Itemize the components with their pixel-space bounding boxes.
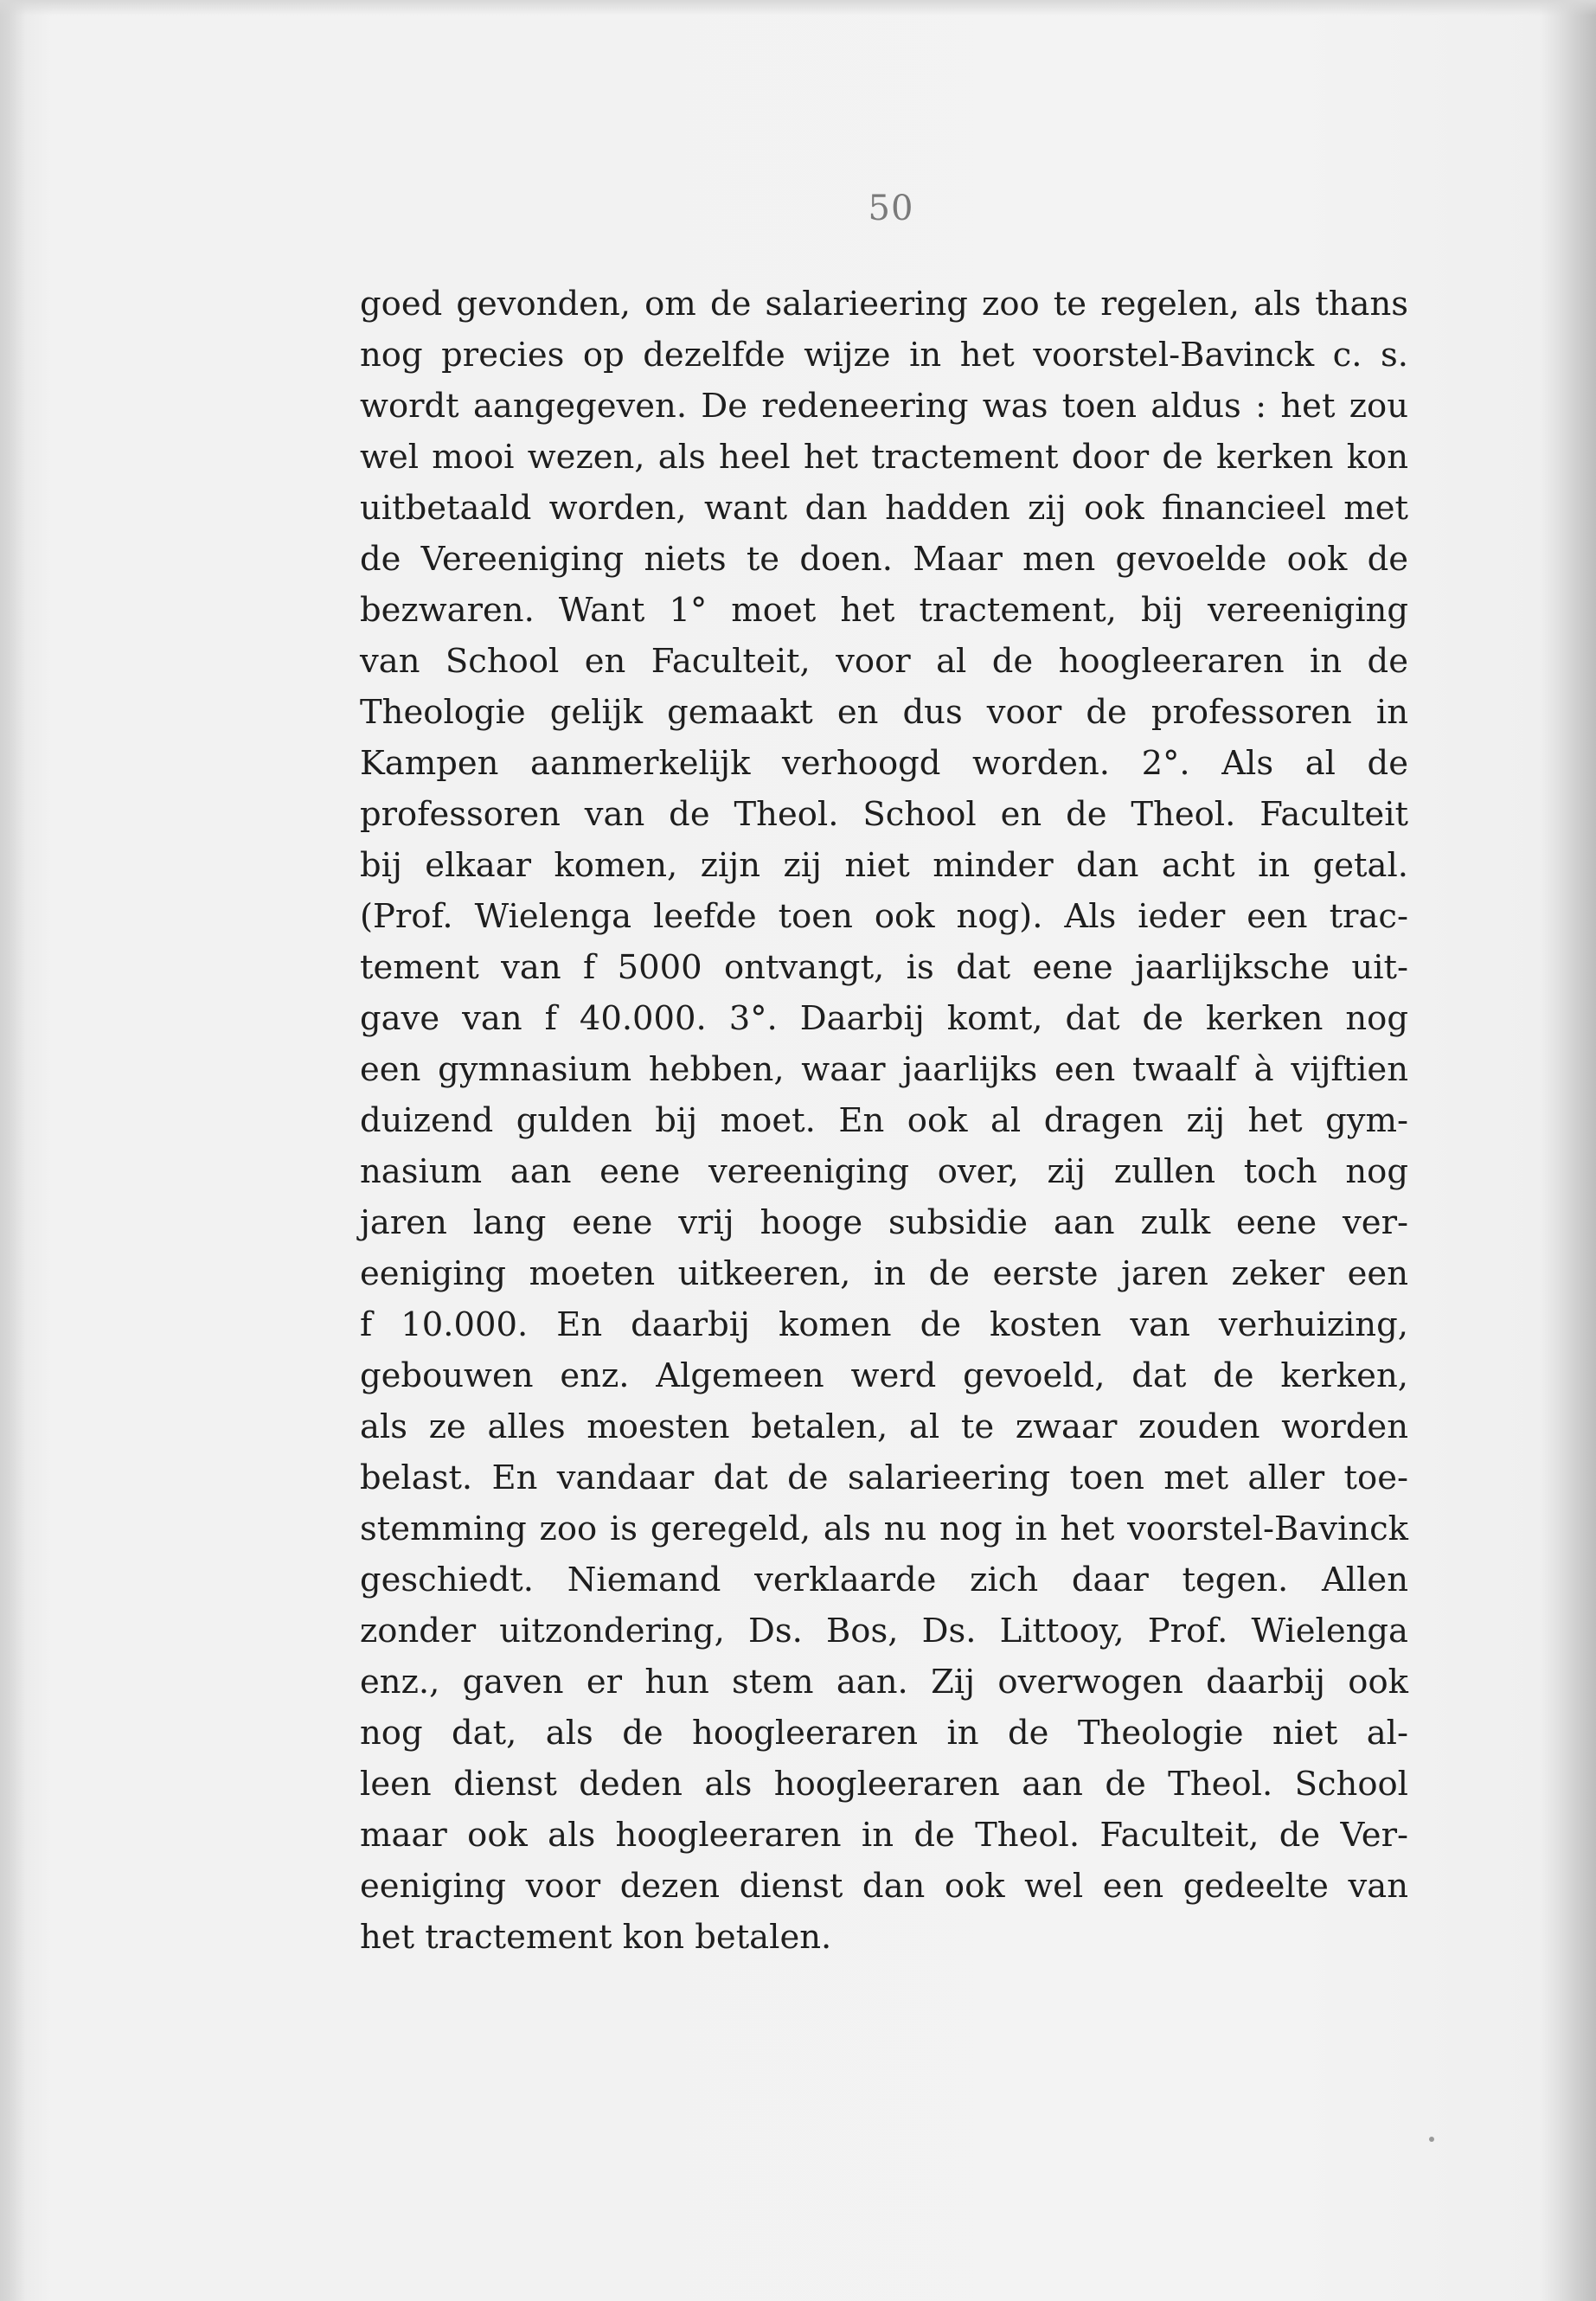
text-line: leen dienst deden als hoogleeraren aan de Theol. School (360, 1765, 1408, 1804)
text-line: zonder uitzondering, Ds. Bos, Ds. Littooy, Prof. Wielenga (360, 1612, 1408, 1650)
text-line: van School en Faculteit, voor al de hoogleeraren in de (360, 642, 1408, 681)
text-line: duizend gulden bij moet. En ook al dragen zij het gym- (360, 1101, 1408, 1140)
text-line: bij elkaar komen, zijn zij niet minder dan acht in getal. (360, 846, 1408, 885)
top-edge-shadow (0, 0, 1596, 16)
text-line: de Vereeniging niets te doen. Maar men gevoelde ook de (360, 540, 1408, 579)
text-line: nog dat, als de hoogleeraren in de Theologie niet al- (360, 1714, 1408, 1753)
text-line: professoren van de Theol. School en de Theol. Faculteit (360, 795, 1408, 834)
text-line: jaren lang eene vrij hooge subsidie aan zulk eene ver- (360, 1203, 1408, 1242)
text-line: eeniging voor dezen dienst dan ook wel een gedeelte van (360, 1867, 1408, 1906)
binding-shadow (0, 0, 26, 2301)
text-line-last: het tractement kon betalen. (360, 1918, 832, 1957)
text-line: nasium aan eene vereeniging over, zij zullen toch nog (360, 1152, 1408, 1191)
text-line: enz., gaven er hun stem aan. Zij overwogen daarbij ook (360, 1663, 1408, 1702)
text-line: een gymnasium hebben, waar jaarlijks een twaalf à vijftien (360, 1050, 1408, 1089)
text-line: belast. En vandaar dat de salarieering toen met aller toe- (360, 1458, 1408, 1497)
page-number: 50 (868, 189, 914, 228)
text-line: bezwaren. Want 1° moet het tractement, bij vereeniging (360, 591, 1408, 630)
text-line: gebouwen enz. Algemeen werd gevoeld, dat de kerken, (360, 1356, 1408, 1395)
text-line: tement van f 5000 ontvangt, is dat eene jaarlijksche uit- (360, 948, 1408, 987)
text-line: uitbetaald worden, want dan hadden zij ook financieel met (360, 489, 1408, 528)
text-line: wordt aangegeven. De redeneering was toen aldus : het zou (360, 387, 1408, 426)
text-line: nog precies op dezelfde wijze in het voorstel-Bavinck c. s. (360, 336, 1408, 375)
text-line: goed gevonden, om de salarieering zoo te regelen, als thans (360, 285, 1408, 324)
text-line: f 10.000. En daarbij komen de kosten van verhuizing, (360, 1305, 1408, 1344)
text-line: maar ook als hoogleeraren in de Theol. Faculteit, de Ver- (360, 1816, 1408, 1855)
text-line: gave van f 40.000. 3°. Daarbij komt, dat de kerken nog (360, 999, 1408, 1038)
text-line: stemming zoo is geregeld, als nu nog in het voorstel-Bavinck (360, 1509, 1408, 1548)
text-line: Theologie gelijk gemaakt en dus voor de professoren in (360, 693, 1408, 732)
text-line: geschiedt. Niemand verklaarde zich daar tegen. Allen (360, 1561, 1408, 1599)
text-line: (Prof. Wielenga leefde toen ook nog). Als ieder een trac- (360, 897, 1408, 936)
text-line: Kampen aanmerkelijk verhoogd worden. 2°. Als al de (360, 744, 1408, 783)
body-text (360, 279, 1408, 1963)
text-line: als ze alles moesten betalen, al te zwaar zouden worden (360, 1407, 1408, 1446)
text-line: wel mooi wezen, als heel het tractement door de kerken kon (360, 438, 1408, 477)
text-line: eeniging moeten uitkeeren, in de eerste jaren zeker een (360, 1254, 1408, 1293)
scan-speck (1429, 2137, 1434, 2142)
